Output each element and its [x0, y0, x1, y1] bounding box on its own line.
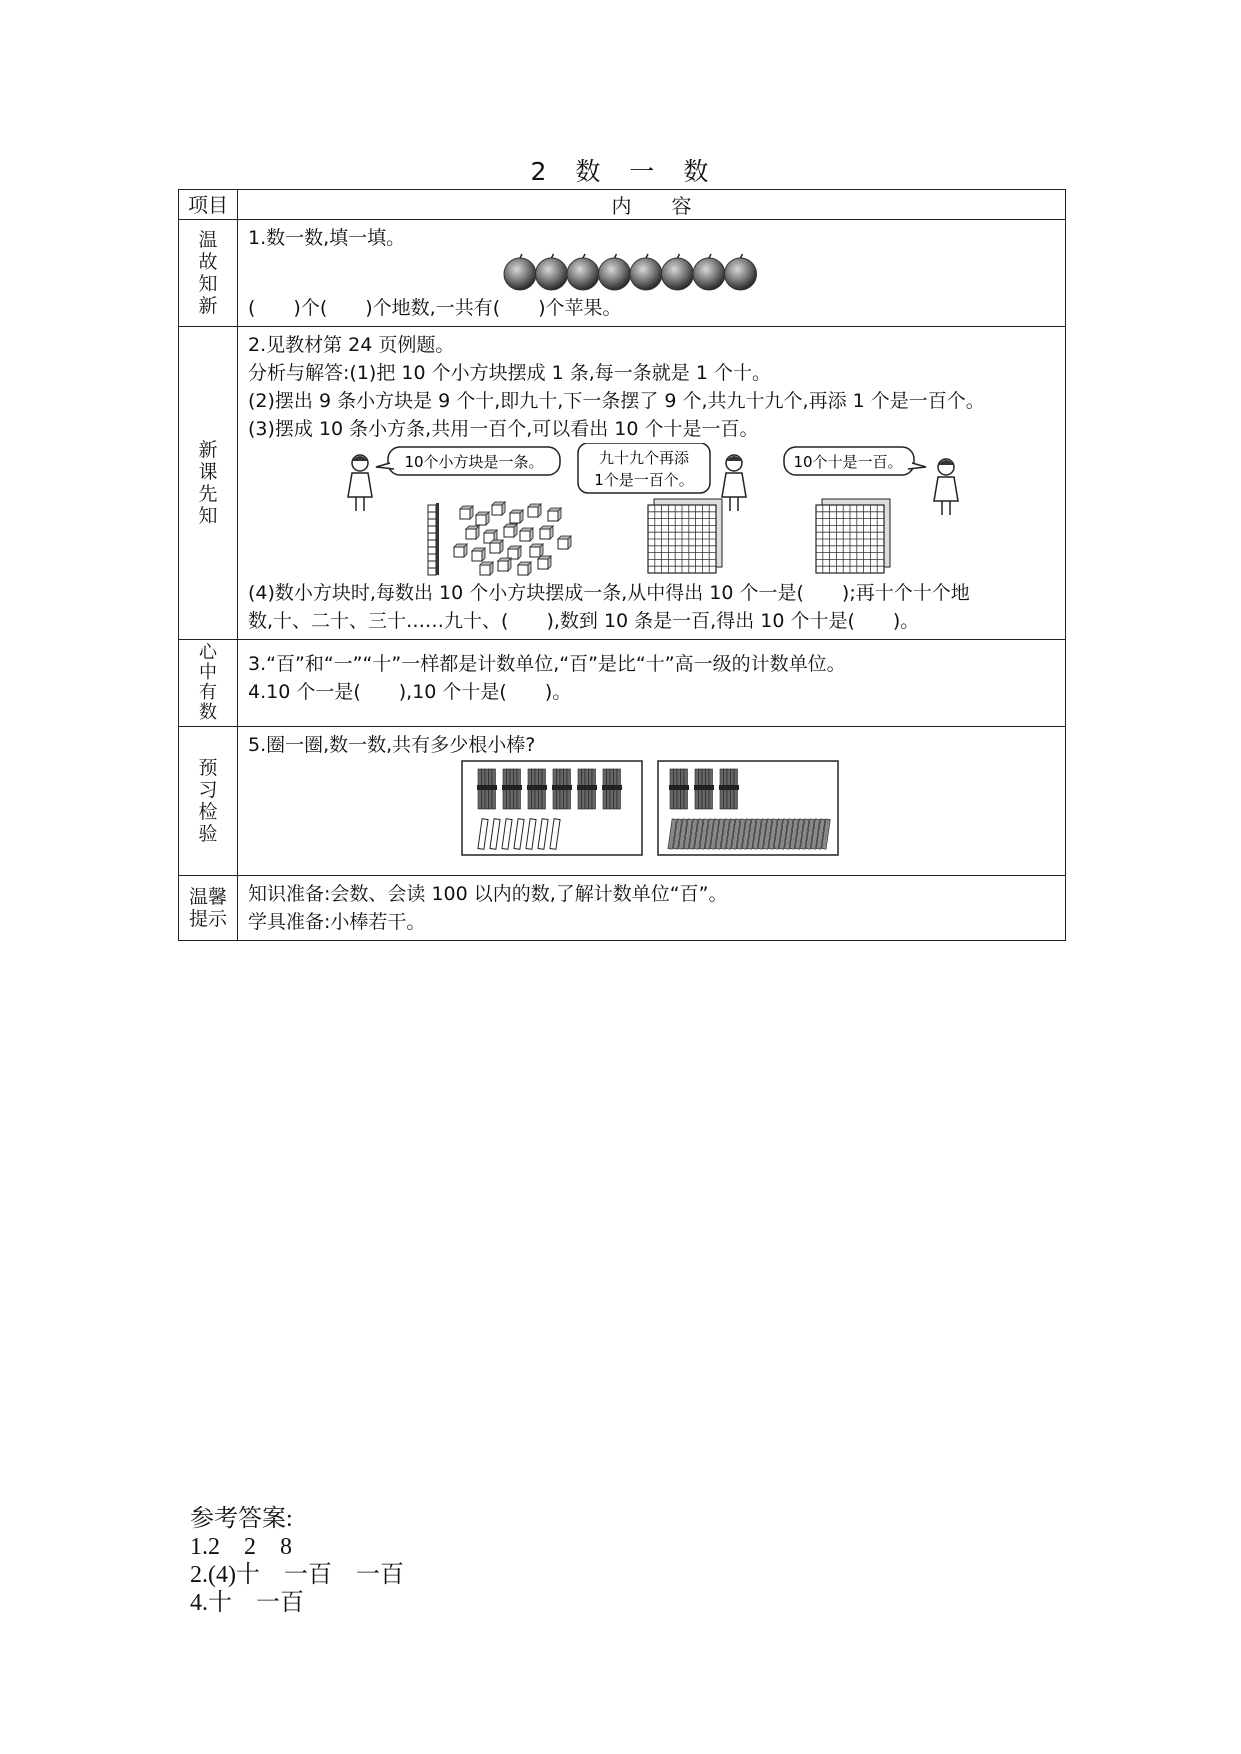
- speech-bubble-3: [784, 447, 926, 475]
- bubble-text-3: 10个十是一百。: [793, 453, 903, 471]
- apple-icon: [725, 254, 757, 290]
- row-label-preview: [179, 727, 238, 876]
- label-text: 温馨 提示: [188, 886, 227, 930]
- apple-icon: [536, 254, 568, 290]
- label-text: 新 课 先 知: [198, 439, 218, 527]
- apple-icon: [662, 254, 694, 290]
- apple-icon: [504, 254, 536, 290]
- question-5: 5.圈一圈,数一数,共有多少根小棒?: [248, 734, 536, 756]
- header-content: 内 容: [238, 190, 1066, 220]
- tip-knowledge: 知识准备:会数、会读 100 以内的数,了解计数单位“百”。: [248, 883, 728, 905]
- lesson-table: [178, 189, 1066, 941]
- speech-bubble-1: [376, 447, 560, 475]
- row-content-mind: [238, 640, 1066, 727]
- table-row: [179, 727, 1066, 876]
- question-4: 4.10 个一是( ),10 个十是( )。: [248, 681, 572, 703]
- row-content-review: [238, 220, 1066, 327]
- analysis-2: (2)摆出 9 条小方块是 9 个十,即九十,下一条摆了 9 个,共九十九个,再添 1 个是一百个。: [248, 390, 985, 412]
- answer-heading: 参考答案:: [190, 1506, 293, 1532]
- row-label-new: [179, 327, 238, 640]
- row-content-new: [238, 327, 1066, 640]
- row-label-review: [179, 220, 238, 327]
- girl-figure: [722, 455, 746, 511]
- sticks-illustration: [248, 759, 1108, 859]
- table-row: [179, 327, 1066, 640]
- apple-icon: [693, 254, 725, 290]
- apple-icon: [630, 254, 662, 290]
- apple-icon: [567, 254, 599, 290]
- unit-cubes: [454, 502, 571, 575]
- table-header-row: [179, 190, 1066, 220]
- speech-bubble-2: [578, 443, 710, 493]
- row-content-preview: [238, 727, 1066, 876]
- analysis-4-cont: 数,十、二十、三十……九十、( ),数到 10 条是一百,得出 10 个十是( )。: [248, 610, 920, 632]
- apple-icon: [599, 254, 631, 290]
- label-text: 温 故 知 新: [198, 229, 218, 317]
- ten-block-rod: [428, 503, 439, 575]
- girl-figure: [934, 459, 958, 515]
- answer-line: 4.十 一百: [190, 1590, 304, 1616]
- table-row: [179, 220, 1066, 327]
- label-text: 预 习 检 验: [198, 757, 218, 845]
- analysis-1: 分析与解答:(1)把 10 个小方块摆成 1 条,每一条就是 1 个十。: [248, 362, 771, 384]
- page-title: 2 数 一 数: [530, 157, 711, 186]
- bubble-text-2a: 九十九个再添: [598, 449, 690, 467]
- tip-tools: 学具准备:小棒若干。: [248, 911, 426, 933]
- table-row: [179, 876, 1066, 941]
- row-label-mind: [179, 640, 238, 727]
- blocks-illustration: [248, 443, 1108, 579]
- header-item: 项目: [179, 190, 238, 220]
- label-text: 心 中 有 数: [199, 642, 217, 723]
- row-label-tips: [179, 876, 238, 941]
- row-content-tips: [238, 876, 1066, 941]
- question-1-blanks: ( )个( )个地数,一共有( )个苹果。: [248, 297, 622, 319]
- question-3: 3.“百”和“一”“十”一样都是计数单位,“百”是比“十”高一级的计数单位。: [248, 653, 846, 675]
- girl-figure: [348, 455, 372, 511]
- bubble-text-2b: 1个是一百个。: [594, 471, 694, 489]
- question-1: 1.数一数,填一填。: [248, 227, 406, 249]
- hundred-grid-2: [816, 499, 890, 573]
- question-2: 2.见教材第 24 页例题。: [248, 334, 455, 356]
- apples-illustration: [248, 252, 1108, 294]
- bubble-text-1: 10个小方块是一条。: [404, 453, 544, 471]
- answer-line: 2.(4)十 一百 一百: [190, 1562, 404, 1588]
- analysis-3: (3)摆成 10 条小方条,共用一百个,可以看出 10 个十是一百。: [248, 418, 759, 440]
- table-row: [179, 640, 1066, 727]
- hundred-grid-1: [648, 499, 722, 573]
- answer-line: 1.2 2 8: [190, 1534, 292, 1560]
- answer-key: [190, 1505, 404, 1617]
- analysis-4: (4)数小方块时,每数出 10 个小方块摆成一条,从中得出 10 个一是( );再十个十个地: [248, 582, 970, 604]
